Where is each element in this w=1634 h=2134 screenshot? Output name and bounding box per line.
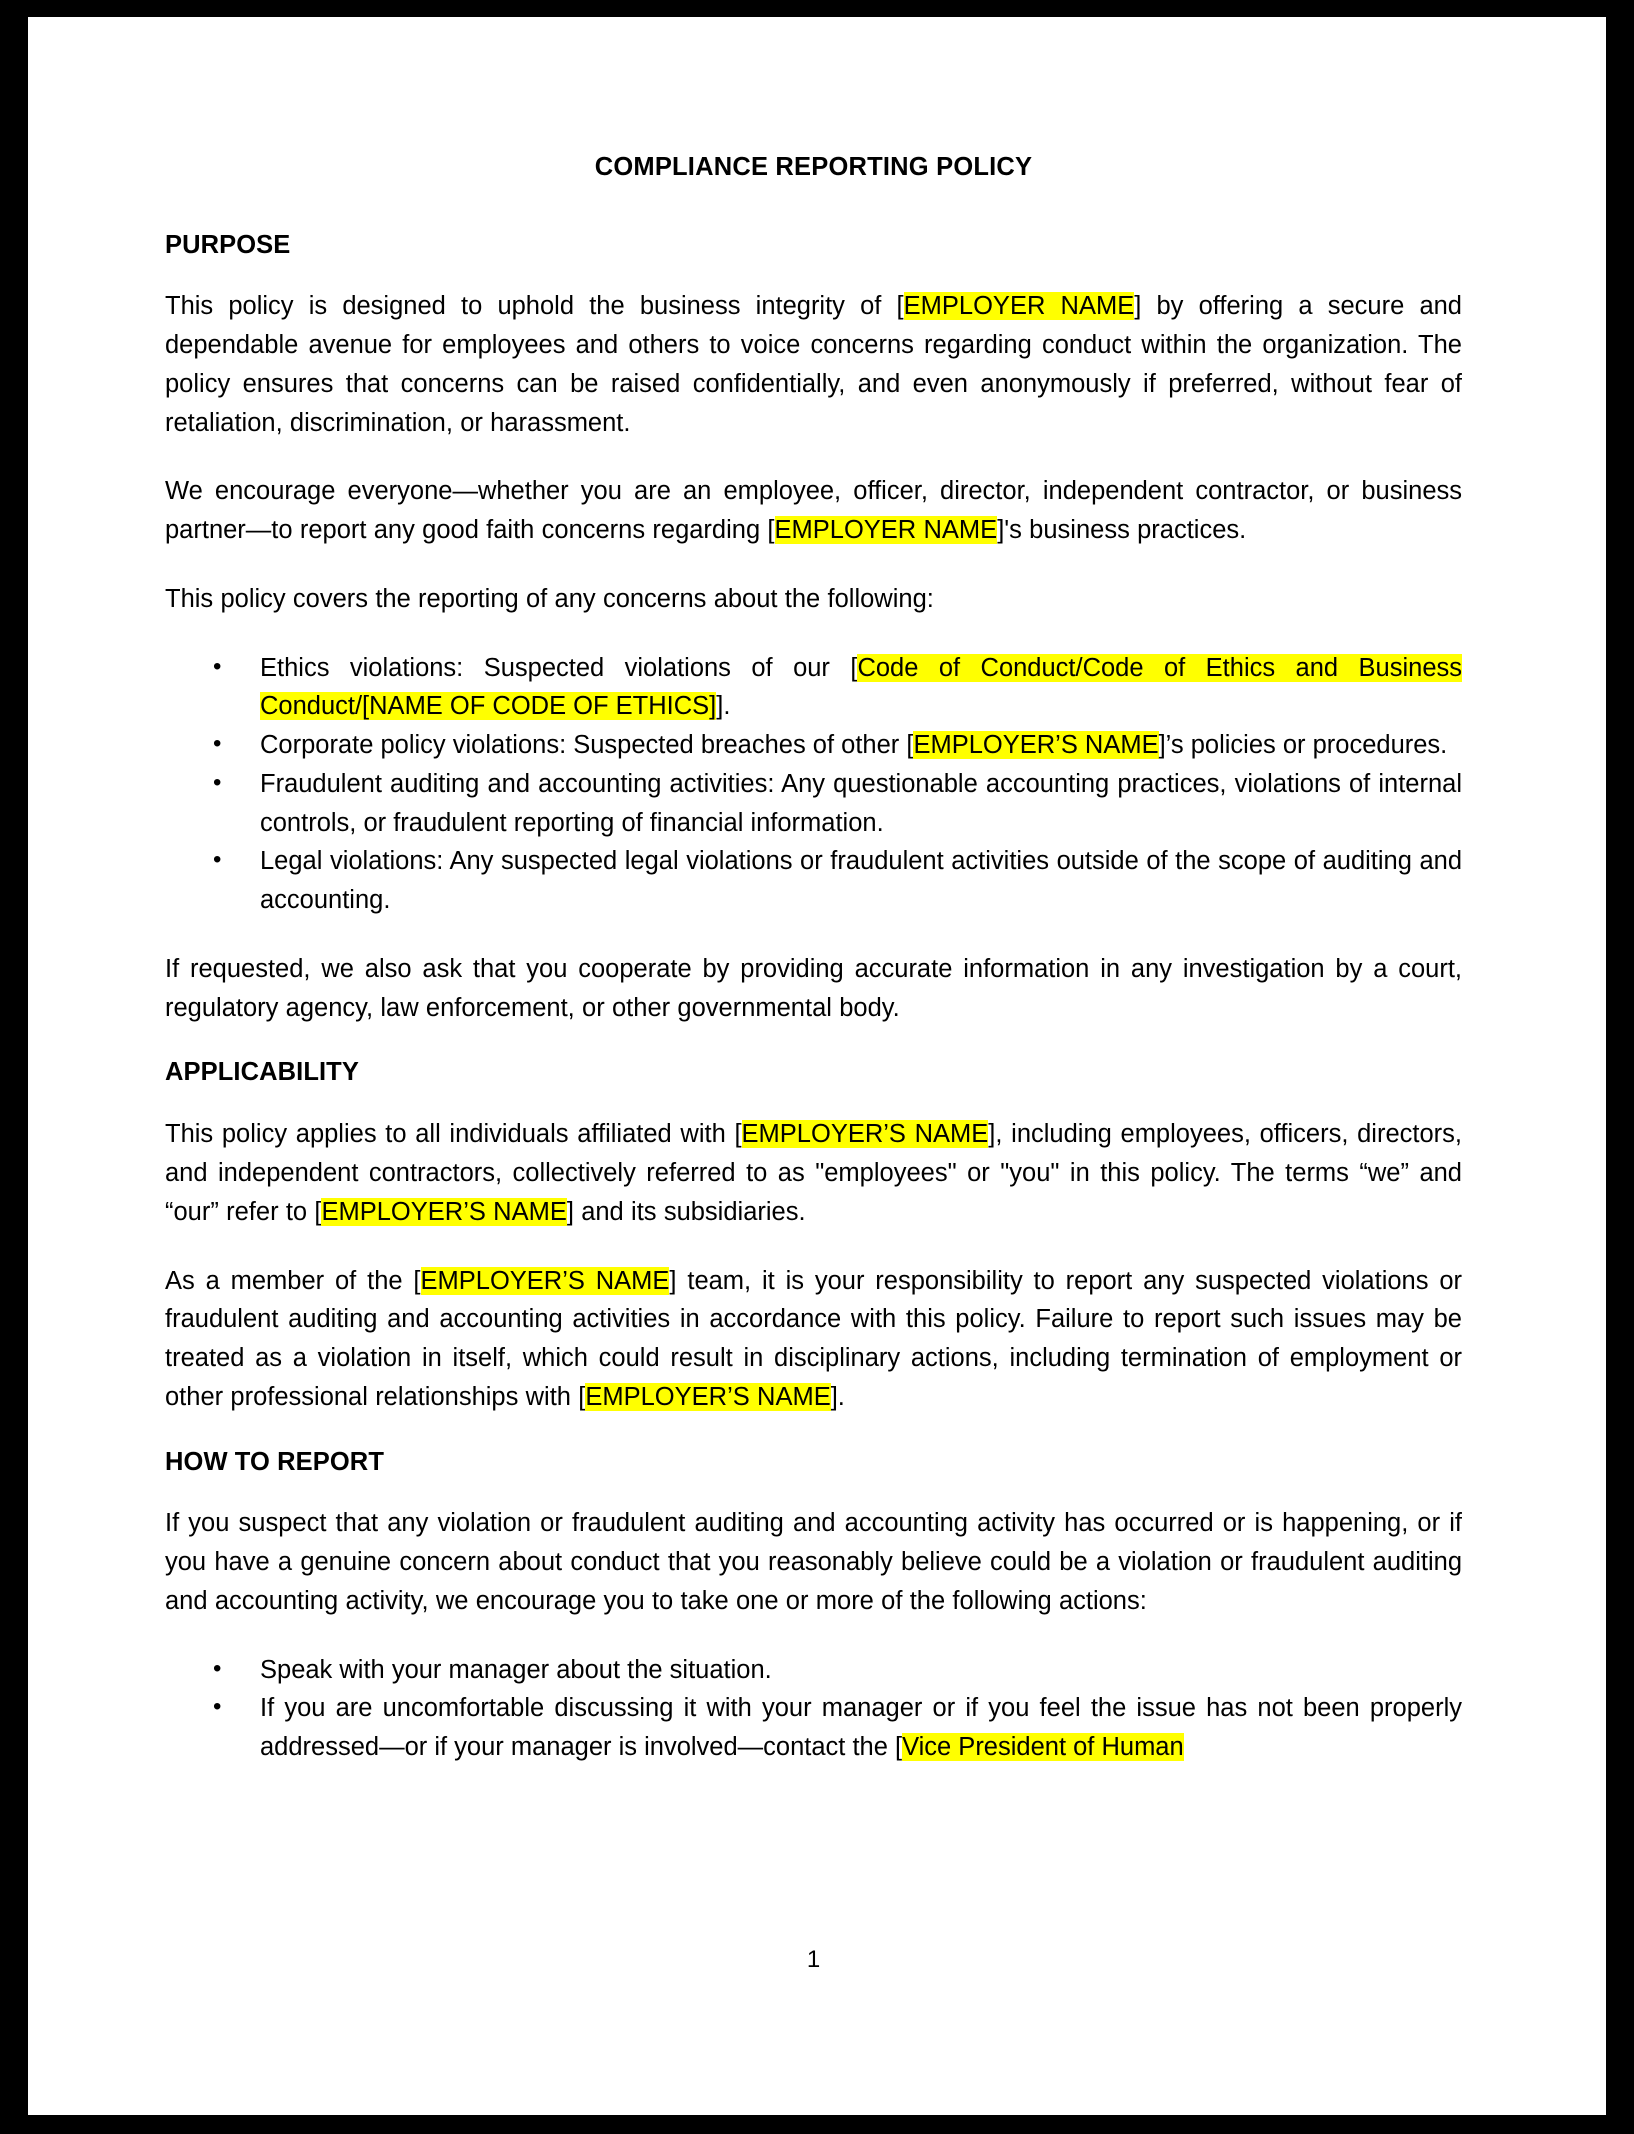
placeholder-employer-name-2: EMPLOYER NAME	[774, 516, 998, 545]
purpose-paragraph-3: This policy covers the reporting of any concerns about the following:	[165, 584, 934, 613]
applicability-p1-text-a: This policy applies to all individuals affiliated with [	[165, 1120, 742, 1149]
how-to-report-bullet-list	[165, 1651, 1462, 1767]
purpose-p2-text-b: ]'s business practices.	[997, 516, 1247, 545]
document-title: COMPLIANCE REPORTING POLICY	[594, 153, 1033, 181]
purpose-p2-text-a: We encourage everyone—whether you are an employee, officer, director, independent contractor, or business partner—to report any good faith concerns regarding [	[165, 477, 1462, 545]
placeholder-employers-name-7: EMPLOYER’S NAME	[585, 1382, 831, 1411]
placeholder-code-of-ethics: Code of Conduct/Code of Ethics and Business Conduct/[NAME OF CODE OF ETHICS]	[260, 653, 1462, 721]
section-heading-how-to-report: HOW TO REPORT	[165, 1447, 384, 1476]
list-item	[165, 726, 1462, 765]
section-heading-purpose: PURPOSE	[165, 230, 291, 259]
purpose-paragraph-4: If requested, we also ask that you cooperate by providing accurate information in any investigation by a court, regulatory agency, law enforcement, or other governmental body.	[165, 954, 1462, 1022]
report-bullet-2-text-a: If you are uncomfortable discussing it with your manager or if you feel the issue has not been properly addressed—or if your manager is involved—contact the [	[260, 1694, 1462, 1762]
placeholder-vice-president-of-human: Vice President of Human	[902, 1733, 1184, 1762]
report-bullet-1-text: Speak with your manager about the situation.	[260, 1655, 772, 1684]
list-item	[165, 1689, 1462, 1767]
bullet-3-text: Fraudulent auditing and accounting activities: Any questionable accounting practices, violations of internal controls, or fraudulent reporting of financial information.	[260, 769, 1462, 837]
section-heading-applicability: APPLICABILITY	[165, 1058, 359, 1087]
applicability-p1-text-c: ] and its subsidiaries.	[566, 1197, 806, 1226]
placeholder-employers-name-3: EMPLOYER’S NAME	[913, 731, 1159, 760]
purpose-paragraph-1	[165, 287, 1462, 442]
placeholder-employers-name-5: EMPLOYER’S NAME	[321, 1197, 567, 1226]
purpose-p1-text-b: ] by offering a secure and dependable avenue for employees and others to voice concerns regarding conduct within the organization. The policy ensures that concerns can be raised confidentially, and even anonymously if preferred, without fear of retaliation, discrimination, or harassment.	[165, 292, 1462, 437]
page-sheet	[28, 17, 1606, 2115]
list-item	[165, 649, 1462, 727]
purpose-bullet-list	[165, 649, 1462, 920]
list-item	[165, 1651, 1462, 1690]
applicability-p2-text-b: ] team, it is your responsibility to report any suspected violations or fraudulent auditing and accounting activities in accordance with this policy. Failure to report such issues may be treated as a violation in itself, which could result in disciplinary actions, including termination of employment or other professional relationships with [	[165, 1266, 1462, 1411]
document-body	[165, 152, 1462, 1797]
list-item	[165, 765, 1462, 843]
placeholder-employers-name-6: EMPLOYER’S NAME	[420, 1266, 670, 1295]
how-to-report-paragraph-1: If you suspect that any violation or fraudulent auditing and accounting activity has occurred or is happening, or if you have a genuine concern about conduct that you reasonably believe could be a violation or fraudulent auditing and accounting activity, we encourage you to take one or more of the following actions:	[165, 1509, 1462, 1615]
purpose-p1-text-a: This policy is designed to uphold the business integrity of [	[165, 292, 904, 321]
bullet-2-text-b: ]’s policies or procedures.	[1158, 731, 1448, 760]
applicability-p2-text-a: As a member of the [	[165, 1266, 421, 1295]
bullet-1-text-b: ].	[716, 692, 731, 721]
bullet-1-text-a: Ethics violations: Suspected violations of our [	[260, 653, 858, 682]
applicability-p1-text-b: ], including employees, officers, directors, and independent contractors, collectively referred to as "employees" or "you" in this policy. The terms “we” and “our” refer to [	[165, 1120, 1462, 1226]
list-item	[165, 842, 1462, 920]
purpose-paragraph-2	[165, 472, 1462, 550]
bullet-2-text-a: Corporate policy violations: Suspected breaches of other [	[260, 731, 914, 760]
applicability-paragraph-2	[165, 1262, 1462, 1417]
page-number: 1	[806, 1946, 821, 1973]
bullet-4-text: Legal violations: Any suspected legal violations or fraudulent activities outside of the scope of auditing and accounting.	[260, 847, 1462, 915]
applicability-paragraph-1	[165, 1115, 1462, 1231]
placeholder-employer-name-1: EMPLOYER NAME	[903, 292, 1135, 321]
placeholder-employers-name-4: EMPLOYER’S NAME	[741, 1120, 989, 1149]
applicability-p2-text-c: ].	[830, 1382, 845, 1411]
